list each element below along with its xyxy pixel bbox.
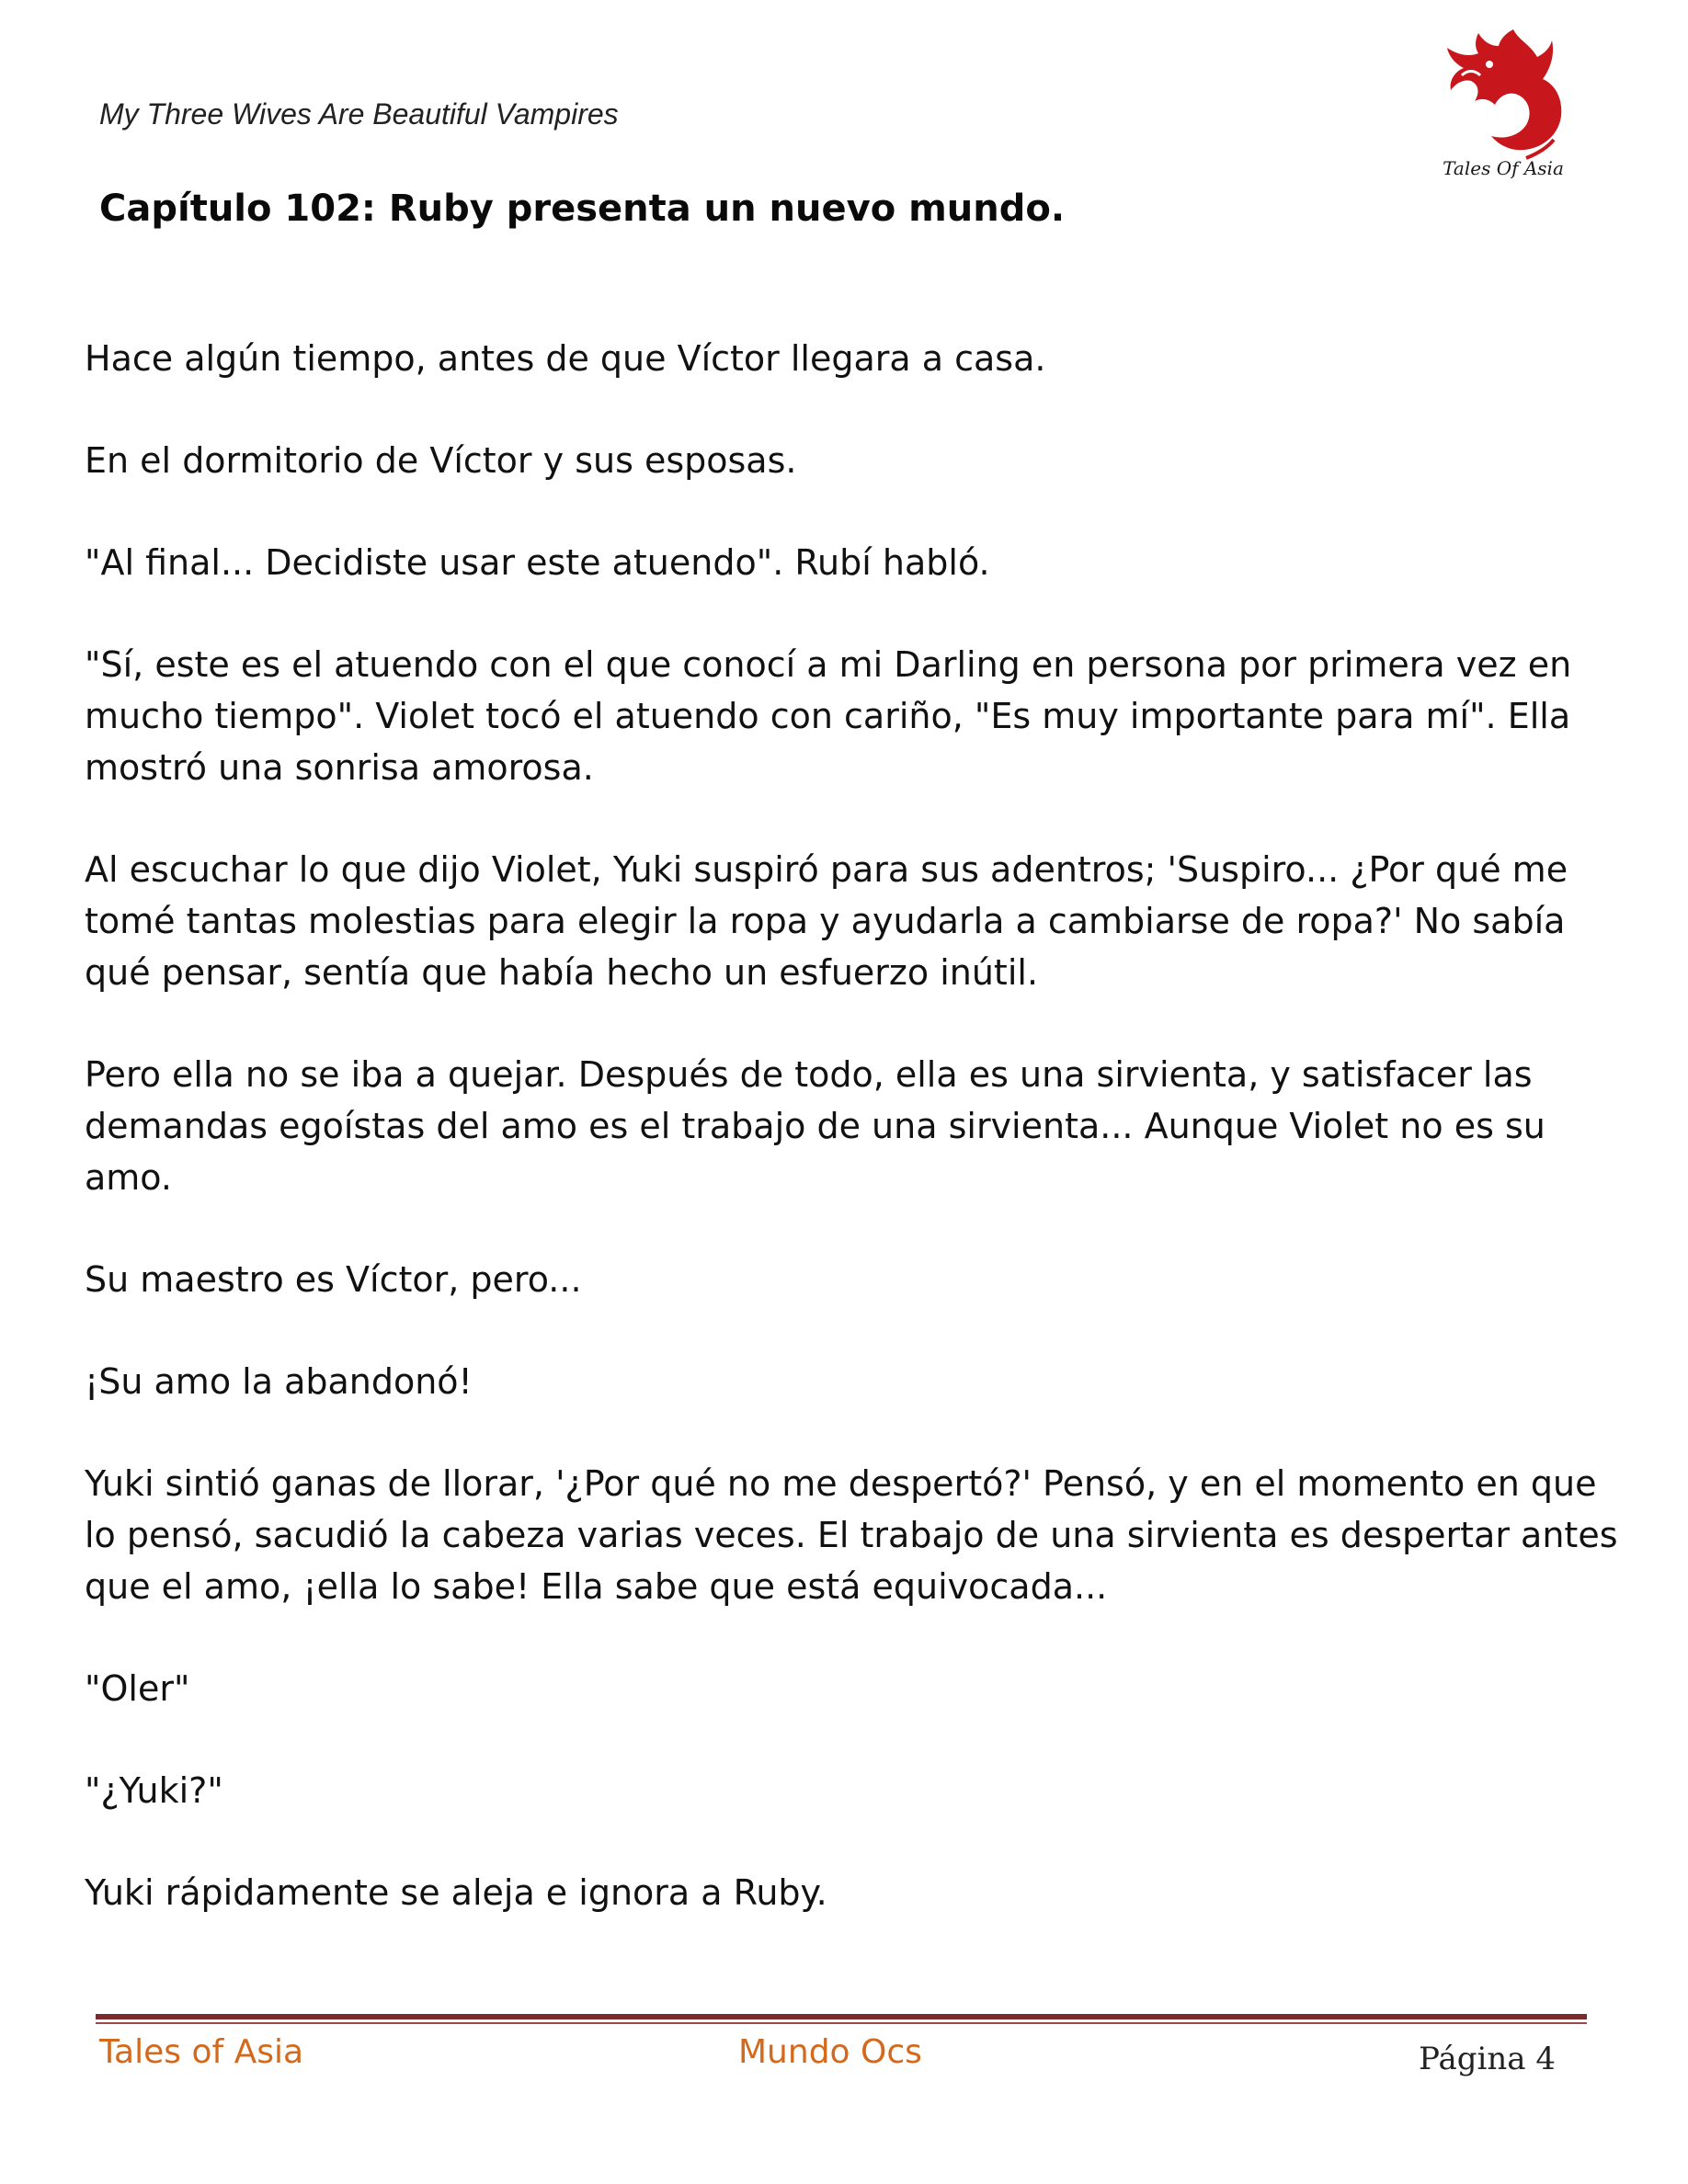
footer-divider (96, 2014, 1587, 2019)
paragraph: Hace algún tiempo, antes de que Víctor llegara a casa. (85, 338, 1046, 379)
chapter-title: Capítulo 102: Ruby presenta un nuevo mundo. (99, 188, 1066, 230)
tales-of-asia-logo (1434, 20, 1572, 181)
footer-site-name: Tales of Asia (99, 2033, 304, 2071)
paragraph: "¿Yuki?" (85, 1770, 223, 1811)
page-number: Página 4 (1419, 2041, 1556, 2077)
paragraph: Yuki rápidamente se aleja e ignora a Ruby. (85, 1872, 827, 1913)
paragraph: Su maestro es Víctor, pero... (85, 1259, 582, 1300)
dragon-logo-icon (1434, 20, 1572, 181)
paragraph: Pero ella no se iba a quejar. Después de todo, ella es una sirvienta, y satisfacer las demandas egoístas del amo es el trabajo de una sirvienta... Aunque Violet no es su amo. (85, 1054, 1545, 1198)
paragraph: "Al final... Decidiste usar este atuendo". Rubí habló. (85, 542, 990, 583)
footer-divider-thin (96, 2022, 1587, 2024)
paragraph: ¡Su amo la abandonó! (85, 1361, 473, 1402)
paragraph: "Oler" (85, 1668, 190, 1709)
paragraph: En el dormitorio de Víctor y sus esposas. (85, 440, 797, 481)
logo-text: Tales Of Asia (1443, 157, 1564, 179)
paragraph: Al escuchar lo que dijo Violet, Yuki suspiró para sus adentros; 'Suspiro... ¿Por qué me tomé tantas molestias para elegir la ropa y ayudarla a cambiarse de ropa?' No sabía qué pensar, sentía que había hecho un esfuerzo inútil. (85, 849, 1568, 993)
paragraph: Yuki sintió ganas de llorar, '¿Por qué no me despertó?' Pensó, y en el momento en que lo pensó, sacudió la cabeza varias veces. El trabajo de una sirvienta es despertar antes que el amo, ¡ella lo sabe! Ella sabe que está equivocada... (85, 1463, 1618, 1607)
footer-section: Mundo Ocs (738, 2033, 922, 2071)
book-title: My Three Wives Are Beautiful Vampires (99, 97, 619, 131)
chapter-body (85, 333, 1620, 1969)
paragraph: "Sí, este es el atuendo con el que conocí a mi Darling en persona por primera vez en mucho tiempo". Violet tocó el atuendo con cariño, "Es muy importante para mí". Ella mostró una sonrisa amorosa. (85, 644, 1572, 788)
